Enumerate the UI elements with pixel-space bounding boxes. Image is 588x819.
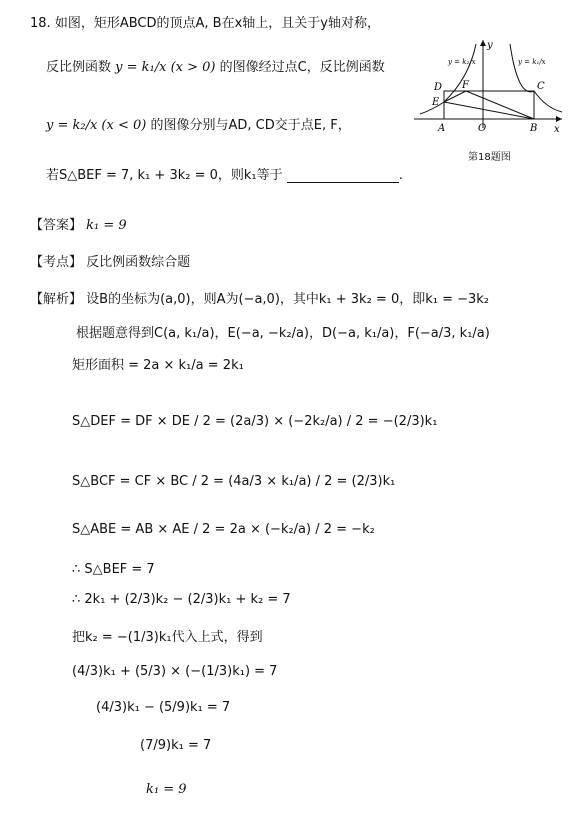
- label-e: E: [432, 97, 440, 108]
- analysis-line-10: (4/3)k₁ + (5/3) × (−(1/3)k₁) = 7: [72, 664, 278, 679]
- topic-value: 反比例函数综合题: [86, 255, 191, 270]
- segment-eb: [444, 102, 534, 119]
- analysis-text-1: 设B的坐标为(a,0)，则A为(−a,0)，其中k₁ + 3k₂ = 0，即k₁ = −3k₂: [86, 292, 490, 307]
- y-axis-arrow: [480, 40, 486, 46]
- segment-ef: [444, 91, 466, 102]
- answer-line: [30, 214, 127, 233]
- analysis-line-2: 根据题意得到C(a, k₁/a)，E(−a, −k₂/a)，D(−a, k₁/a)，F(−a/3, k₁/a): [76, 326, 490, 341]
- analysis-line-11: (4/3)k₁ − (5/9)k₁ = 7: [96, 700, 231, 715]
- analysis-line-3: 矩形面积 = 2a × k₁/a = 2k₁: [72, 358, 244, 373]
- problem-number: 18.: [30, 16, 51, 31]
- analysis-line-9: 把k₂ = −(1/3)k₁代入上式，得到: [72, 630, 263, 645]
- analysis-line-7: ∴ S△BEF = 7: [72, 562, 155, 577]
- label-d: D: [434, 82, 443, 93]
- analysis-label: 【解析】: [30, 292, 83, 307]
- analysis-line-13: k₁ = 9: [146, 782, 187, 797]
- problem-line-1: [30, 12, 380, 31]
- curve-k1: [510, 44, 562, 112]
- label-right-curve: y = k₁/x: [518, 58, 546, 66]
- problem-text-3-post: 的图像分别与AD, CD交于点E, F，: [150, 118, 351, 133]
- analysis-line-8: ∴ 2k₁ + (2/3)k₂ − (2/3)k₁ + k₂ = 7: [72, 592, 291, 607]
- topic-label: 【考点】: [30, 255, 83, 270]
- problem-text-2-post: 的图像经过点C，反比例函数: [219, 60, 385, 75]
- analysis-line-4: S△DEF = DF × DE / 2 = (2a/3) × (−2k₂/a) / 2 = −(2/3)k₁: [72, 414, 438, 429]
- label-o: O: [478, 123, 487, 134]
- figure-18: [414, 38, 564, 164]
- topic-line: [30, 251, 190, 270]
- label-a: A: [438, 123, 446, 134]
- label-c: C: [537, 81, 545, 92]
- problem-text-1: 如图，矩形ABCD的顶点A, B在x轴上，且关于y轴对称，: [54, 16, 380, 31]
- answer-blank: [287, 170, 399, 183]
- analysis-line-5: S△BCF = CF × BC / 2 = (4a/3 × k₁/a) / 2 = (2/3)k₁: [72, 474, 396, 489]
- label-y: y: [487, 40, 493, 51]
- label-b: B: [530, 123, 538, 134]
- label-left-curve: y = k₂/x: [448, 58, 476, 66]
- function-k2: y = k₂/x (x < 0): [46, 118, 147, 133]
- label-f: F: [462, 80, 469, 91]
- problem-text-4: 若S△BEF = 7, k₁ + 3k₂ = 0，则k₁等于: [46, 168, 283, 183]
- segment-fb: [466, 91, 534, 119]
- problem-line-4: 若S△BEF = 7, k₁ + 3k₂ = 0，则k₁等于 .: [46, 168, 403, 183]
- curve-k2: [420, 44, 476, 114]
- label-x: x: [554, 124, 560, 135]
- analysis-line-12: (7/9)k₁ = 7: [140, 738, 212, 753]
- figure-caption: 第18题图: [468, 152, 511, 163]
- problem-text-2-pre: 反比例函数: [46, 60, 112, 75]
- problem-line-3: [46, 114, 351, 133]
- problem-line-2: [46, 56, 385, 75]
- x-axis-arrow: [556, 116, 562, 122]
- answer-label: 【答案】: [30, 218, 83, 233]
- function-k1: y = k₁/x (x > 0): [115, 60, 216, 75]
- analysis-line-6: S△ABE = AB × AE / 2 = 2a × (−k₂/a) / 2 = −k₂: [72, 522, 375, 537]
- analysis-line-1: [30, 288, 489, 307]
- answer-value: k₁ = 9: [86, 218, 127, 233]
